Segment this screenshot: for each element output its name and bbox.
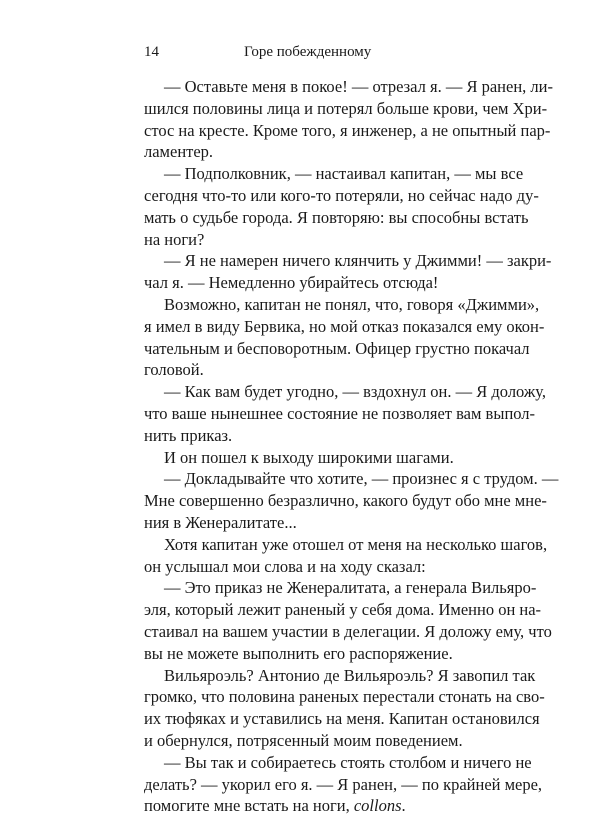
text-line: чательным и бесповоротным. Офицер грустно покачал [144, 338, 530, 358]
text-line: — Я не намерен ничего клянчить у Джимми! — закри- [164, 251, 552, 271]
paragraph [144, 447, 476, 469]
paragraph [144, 752, 543, 817]
text-line: стос на кресте. Кроме того, я инженер, а не опытный пар- [144, 120, 551, 140]
text-line: стаивал на вашем участии в делегации. Я доложу ему, что [144, 621, 552, 641]
text-line: ния в Женералитате... [144, 512, 297, 532]
paragraph [144, 534, 548, 578]
text-run: помогите мне встать на ноги, [144, 796, 354, 816]
text-line: сегодня что-то или кого-то потеряли, но сейчас надо ду- [144, 185, 539, 205]
text-line: Мне совершенно безразлично, какого будут обо мне мне- [144, 491, 547, 511]
text-line: делать? — укорил его я. — Я ранен, — по крайней мере, [144, 774, 543, 794]
paragraph [144, 250, 552, 294]
text-line: — Вы так и собираетесь стоять столбом и ничего не [164, 752, 532, 772]
text-line: чал я. — Немедленно убирайтесь отсюда! [144, 273, 439, 293]
text-line: он услышал мои слова и на ходу сказал: [144, 556, 426, 576]
paragraph [144, 163, 539, 250]
text-line: Хотя капитан уже отошел от меня на несколько шагов, [164, 534, 548, 554]
text-line: — Как вам будет угодно, — вздохнул он. — Я доложу, [164, 382, 547, 402]
text-line: нить приказ. [144, 425, 233, 445]
text-run: . [401, 796, 406, 816]
text-line: и обернулся, потрясенный моим поведением. [144, 730, 463, 750]
text-line: на ноги? [144, 229, 205, 249]
page-number: 14 [144, 44, 159, 60]
text-line: Возможно, капитан не понял, что, говоря «Джимми», [164, 294, 540, 314]
text-line: шился половины лица и потерял больше крови, чем Хри- [144, 98, 548, 118]
text-line: — Это приказ не Женералитата, а генерала Вильяро- [164, 578, 537, 598]
text-line: мать о судьбе города. Я повторяю: вы способны встать [144, 207, 529, 227]
text-line: — Докладывайте что хотите, — произнес я с трудом. — [164, 469, 559, 489]
text-line: ламентер. [144, 142, 214, 162]
italic-word: collons [353, 796, 402, 816]
text-line: эля, который лежит раненый у себя дома. Именно он на- [144, 600, 542, 620]
paragraph [144, 468, 559, 533]
paragraph [144, 76, 553, 163]
text-line: Вильяроэль? Антонио де Вильяроэль? Я завопил так [164, 665, 536, 685]
text-line: — Оставьте меня в покое! — отрезал я. — Я ранен, ли- [164, 77, 553, 96]
text-line: головой. [144, 360, 204, 380]
paragraph [144, 665, 545, 752]
text-line [144, 795, 476, 817]
text-line: я имел в виду Бервика, но мой отказ показался ему окон- [144, 316, 545, 336]
text-line: вы не можете выполнить его распоряжение. [144, 643, 453, 663]
paragraph [144, 577, 552, 664]
text-line: И он пошел к выходу широкими шагами. [164, 447, 454, 467]
text-line: — Подполковник, — настаивал капитан, — мы все [164, 164, 524, 184]
text-line: что ваше нынешнее состояние не позволяет вам выпол- [144, 403, 536, 423]
body-text [144, 76, 559, 817]
paragraph [144, 381, 547, 446]
page-header [144, 44, 474, 64]
running-title: Горе побежденному [244, 44, 372, 60]
paragraph [144, 294, 545, 381]
text-line: их тюфяках и уставились на меня. Капитан остановился [144, 709, 540, 729]
text-line: громко, что половина раненых перестали стонать на сво- [144, 687, 545, 707]
